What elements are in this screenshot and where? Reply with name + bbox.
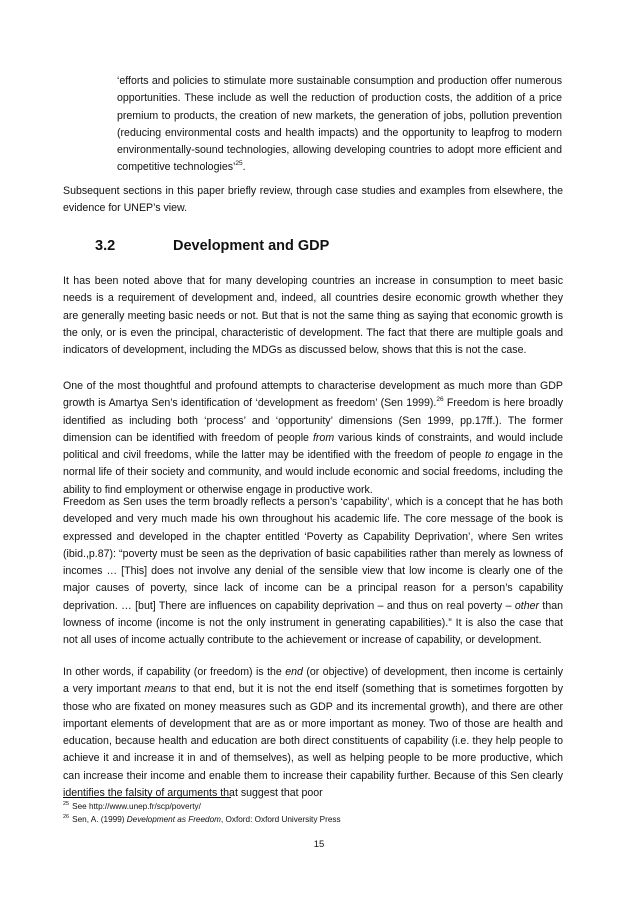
para-2-text-c: various kinds of constraints, and would include political and civil freedoms, while the latter may be identified with the freedom of people — [63, 431, 563, 462]
block-quote — [117, 73, 562, 177]
para-3-text-a: Freedom as Sen uses the term broadly reflects a person’s ‘capability’, which is a concept that he has both developed and very much made his own throughout his academic life. The core message of the book is expressed and developed in the chapter entitled ‘Poverty as Capability Deprivation’, where Sen writes (ibid.,p.87): “poverty must be seen as the deprivation of basic capabilities rather than merely as lowness of incomes … [This] does not involve any denial of the sensible view that low income is clearly one of the major causes of poverty, since lack of income can be a principal reason for a person’s capability deprivation. … [but] There are influences on capability deprivation – and thus on real poverty – — [63, 496, 563, 612]
footnote-25 — [63, 801, 201, 813]
footnote-number: 26 — [63, 814, 70, 820]
para-4-text-b: (or objective) of development, then income is certainly a very important — [63, 666, 564, 696]
quote-end: . — [242, 161, 246, 174]
footnote-ref-25[interactable]: 25 — [235, 160, 243, 168]
para-2-text-b: Freedom is here broadly identified as including both ‘process’ and ‘opportunity’ dimensions (Sen 1999, pp.17ff.). The former dimension can be identified with freedom of people — [63, 397, 563, 444]
para-4-text-a: In other words, if capability (or freedom) is the — [63, 666, 286, 678]
para-4-text-c: to that end, but it is not the end itself (something that is sometimes forgotten by those who are fixated on money measures such as GDP and its incremental growth), and there are other important elements of development that are as or more important as money. Two of those are health and education, because health and education are both direct constituents of capability (i.e. they help people to achieve it and increase it in and of themselves), as well as helping people to be more productive, which can increase their income and enable them to increase their capability further. Because of this Sen clearly identifies the falsity of arguments that suggest that poor — [63, 683, 563, 800]
para-2-text-d: engage in the normal life of their society and community, and would include economic and social freedoms, including the ability to find employment or otherwise engage in productive work. — [63, 449, 563, 496]
page-number: 15 — [313, 839, 325, 850]
footnote-number: 25 — [63, 801, 70, 807]
paragraph-4 — [63, 664, 563, 802]
paragraph-3 — [63, 494, 563, 650]
para-2-emphasis-to: to — [484, 449, 494, 462]
paragraph-2 — [63, 378, 563, 499]
footnote-text: Sen, A. (1999) — [72, 815, 127, 824]
section-heading — [95, 237, 329, 255]
paragraph-1: It has been noted above that for many developing countries an increase in consumption to meet basic needs is a requirement of development and, indeed, all countries desire economic growth whether they are generally meeting basic needs or not. But that is not the same thing as saying that economic growth is the only, or is even the principal, characteristic of development. The fact that there are multiple goals and indicators of development, including the MDGs as discussed below, shows that this is not the case. — [63, 275, 563, 357]
para-2-text-a: One of the most thoughtful and profound attempts to characterise development as much more than GDP growth is Amartya Sen’s identification of ‘development as freedom’ (Sen 1999). — [63, 380, 563, 410]
para-4-emphasis-means: means — [144, 683, 177, 696]
paragraph-sections: Subsequent sections in this paper briefly review, through case studies and examples from elsewhere, the evidence for UNEP’s view. — [63, 185, 563, 215]
footnote-book-title: Development as Freedom — [126, 815, 221, 824]
footnote-ref-26[interactable]: 26 — [436, 396, 444, 404]
para-2-emphasis-from: from — [312, 431, 335, 444]
footnote-link[interactable]: See http://www.unep.fr/scp/poverty/ — [72, 802, 201, 811]
para-4-emphasis-end: end — [285, 666, 303, 678]
section-number: 3.2 — [95, 238, 116, 254]
section-title: Development and GDP — [173, 238, 330, 254]
quote-text: ‘efforts and policies to stimulate more sustainable consumption and production offer numerous opportunities. These include as well the reduction of production costs, the addition of a price premium to products, the creation of new markets, the generation of jobs, pollution prevention (reducing environmental costs and health impacts) and the opportunity to leapfrog to modern environmentally-sound technologies, allowing developing countries to adopt more efficient and competitive technologies’ — [117, 75, 562, 174]
footnote-text: , Oxford: Oxford University Press — [220, 815, 341, 824]
para-3-text-b: than lowness of income (income is not the only instrument in generating capabilities).” It is also the case that not all uses of income actually contribute to the achievement or increase of capability, or development. — [63, 599, 564, 647]
footnote-divider — [63, 797, 231, 798]
footnote-26 — [63, 814, 341, 826]
para-3-emphasis-other: other — [514, 599, 540, 612]
